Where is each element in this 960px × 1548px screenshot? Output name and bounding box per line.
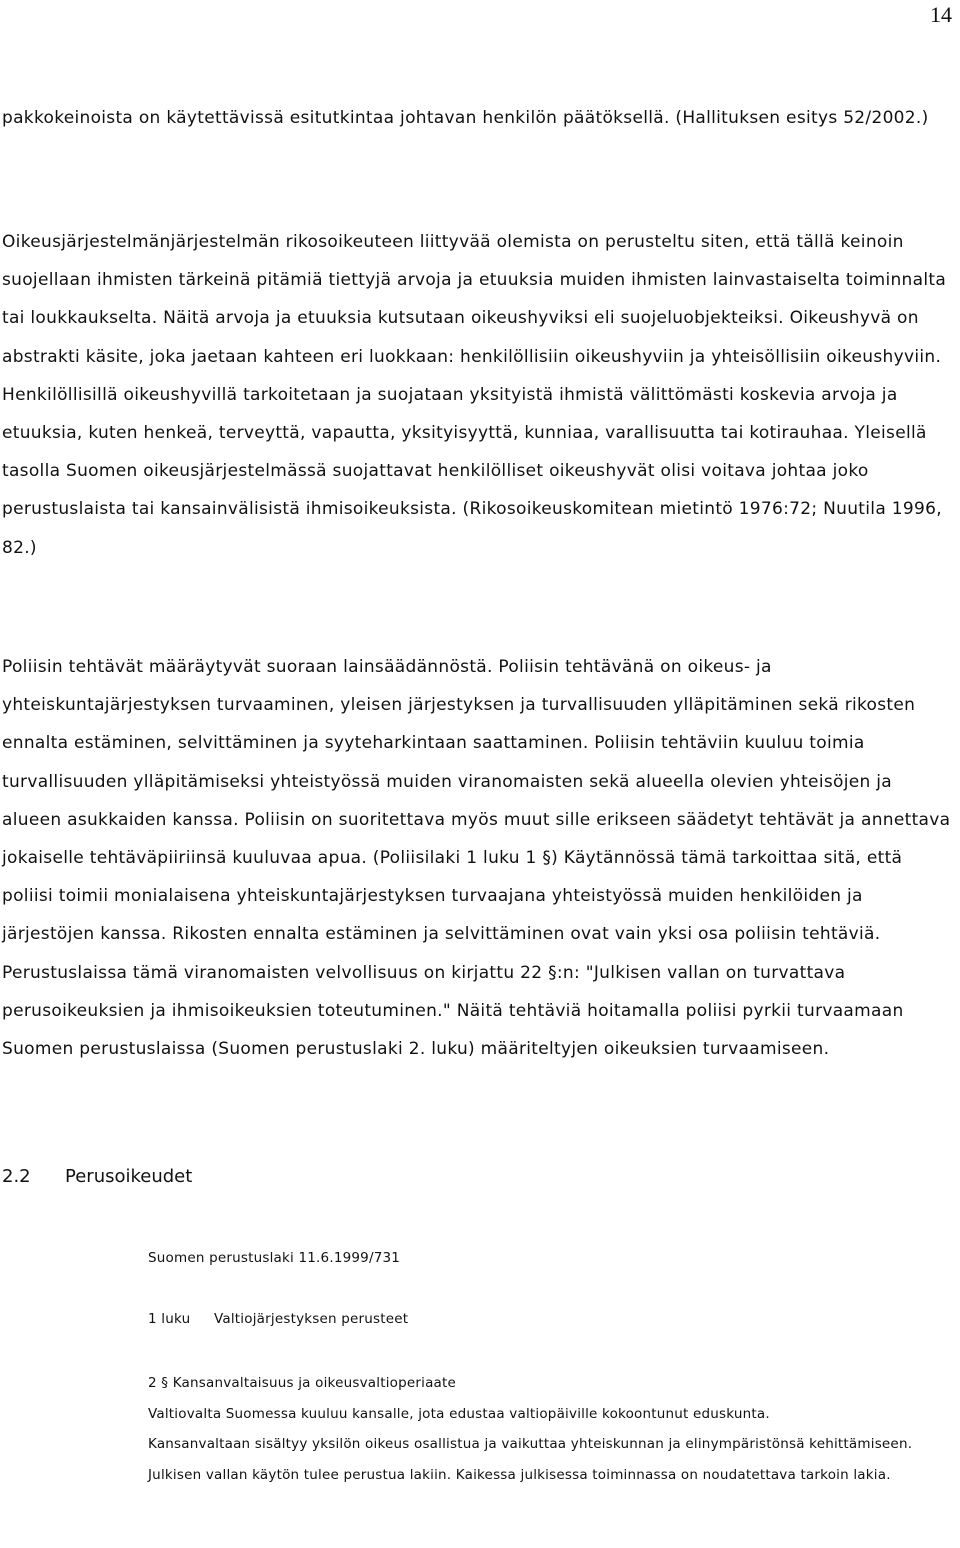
article-line: Kansanvaltaan sisältyy yksilön oikeus osallistua ja vaikuttaa yhteiskunnan ja elinympäristönsä kehittämiseen. xyxy=(148,1436,913,1452)
law-chapter xyxy=(148,1304,938,1335)
chapter-title: Valtiojärjestyksen perusteet xyxy=(214,1311,409,1327)
chapter-number: 1 luku xyxy=(148,1311,191,1327)
law-article xyxy=(148,1368,938,1490)
article-line: Julkisen vallan käytön tulee perustua lakiin. Kaikessa julkisessa toiminnassa on noudatettava tarkoin lakia. xyxy=(148,1466,891,1483)
article-line: Valtiovalta Suomessa kuuluu kansalle, jota edustaa valtiopäiville kokoontunut eduskunta. xyxy=(148,1405,770,1422)
paragraph-1: pakkokeinoista on käytettävissä esitutkintaa johtavan henkilön päätöksellä. (Hallituksen esitys 52/2002.) xyxy=(2,108,929,128)
law-title: Suomen perustuslaki 11.6.1999/731 xyxy=(148,1250,401,1266)
section-title: Perusoikeudet xyxy=(65,1166,193,1187)
section-heading xyxy=(2,1166,192,1187)
article-heading: 2 § Kansanvaltaisuus ja oikeusvaltioperiaate xyxy=(148,1375,457,1391)
page-number: 14 xyxy=(930,2,952,27)
paragraph-3: Poliisin tehtävät määräytyvät suoraan lainsäädännöstä. Poliisin tehtävänä on oikeus- ja yhteiskuntajärjestyksen turvaaminen, yleisen järjestyksen ja turvallisuuden ylläpitäminen sekä rikosten ennalta estäminen, selvittäminen ja syyteharkintaan saattaminen. Poliisin tehtäviin kuuluu toimia turvallisuuden ylläpitämiseksi yhteistyössä muiden viranomaisten sekä alueella olevien yhteisöjen ja alueen asukkaiden kanssa. Poliisin on suoritettava myös muut sille erikseen säädetyt tehtävät ja annettava jokaiselle tehtäväpiiriinsä kuuluvaa apua. (Poliisilaki 1 luku 1 §) Käytännössä tämä tarkoittaa sitä, että poliisi toimii monialaisena yhteiskuntajärjestyksen turvaajana yhteistyössä muiden henkilöiden ja järjestöjen kanssa. Rikosten ennalta estäminen ja selvittäminen ovat vain yksi osa poliisin tehtäviä. Perustuslaissa tämä viranomaisten velvollisuus on kirjattu 22 §:n: "Julkisen vallan on turvattava perusoikeuksien ja ihmisoikeuksien toteutuminen." Näitä tehtäviä hoitamalla poliisi pyrkii turvaamaan Suomen perustuslaissa (Suomen perustuslaki 2. luku) määriteltyjen oikeuksien turvaamiseen. xyxy=(2,657,951,1060)
paragraph-2: Oikeusjärjestelmänjärjestelmän rikosoikeuteen liittyvää olemista on perusteltu siten, että tällä keinoin suojellaan ihmisten tärkeinä pitämiä tiettyjä arvoja ja etuuksia muiden ihmisten lainvastaiselta toiminnalta tai loukkaukselta. Näitä arvoja ja etuuksia kutsutaan oikeushyviksi eli suojeluobjekteiksi. Oikeushyvä on abstrakti käsite, joka jaetaan kahteen eri luokkaan: henkilöllisiin oikeushyviin ja yhteisöllisiin oikeushyviin. Henkilöllisillä oikeushyvillä tarkoitetaan ja suojataan yksityistä ihmistä välittömästi koskevia arvoja ja etuuksia, kuten henkeä, terveyttä, vapautta, yksityisyyttä, kunniaa, varallisuutta tai kotirauhaa. Yleisellä tasolla Suomen oikeusjärjestelmässä suojattavat henkilölliset oikeushyvät olisi voitava johtaa joko perustuslaista tai kansainvälisistä ihmisoikeuksista. (Rikosoikeuskomitean mietintö 1976:72; Nuutila 1996, 82.) xyxy=(2,232,947,558)
section-number: 2.2 xyxy=(2,1166,31,1187)
